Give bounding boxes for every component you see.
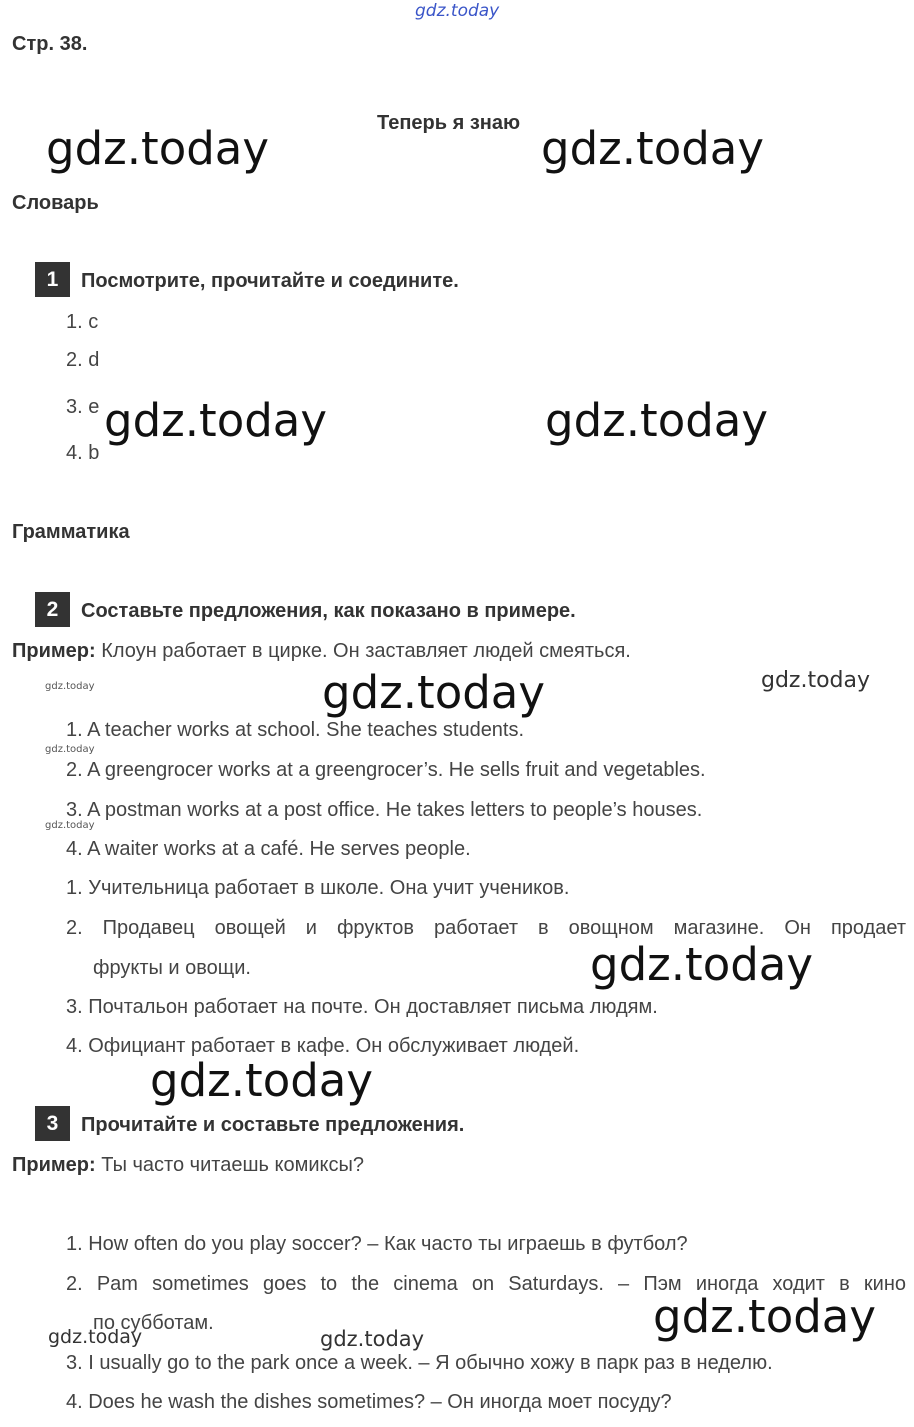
example-label: Пример:: [12, 640, 96, 662]
watermark: gdz.today: [150, 1054, 374, 1107]
answer-item: 2. A greengrocer works at a greengrocer’s. He sells fruit and vegetables.: [66, 759, 706, 781]
watermark: gdz.today: [46, 122, 270, 175]
example-line: [12, 640, 631, 663]
answer-item: 3. A postman works at a post office. He takes letters to people’s houses.: [66, 799, 703, 821]
example-line: [12, 1154, 364, 1177]
grammar-heading: Грамматика: [12, 521, 130, 543]
section-title: Теперь я знаю: [377, 112, 521, 134]
answer-item: 1. c: [66, 311, 99, 333]
answer-item: 3. Почтальон работает на почте. Он доставляет письма людям.: [66, 996, 658, 1018]
answer-item: 1. How often do you play soccer? – Как часто ты играешь в футбол?: [66, 1233, 688, 1255]
watermark: gdz.today: [541, 122, 765, 175]
answer-item: 4. Does he wash the dishes sometimes? – Он иногда моет посуду?: [66, 1391, 672, 1413]
watermark: gdz.today: [45, 681, 95, 692]
exercise-number-3: 3: [35, 1106, 70, 1141]
answer-item: 1. A teacher works at school. She teaches students.: [66, 719, 525, 741]
example-label: Пример:: [12, 1154, 96, 1176]
exercise-number-1: 1: [35, 262, 70, 297]
exercise-title-3: Прочитайте и составьте предложения.: [81, 1114, 465, 1136]
answer-item: 2. Продавец овощей и фруктов работает в овощном магазине. Он продает: [66, 917, 906, 939]
answer-item: 4. b: [66, 442, 100, 464]
answer-item: 2. d: [66, 349, 100, 371]
exercise-number-2: 2: [35, 592, 70, 627]
page-number: Стр. 38.: [12, 33, 88, 55]
watermark: gdz.today: [104, 394, 328, 447]
watermark: gdz.today: [45, 744, 95, 755]
watermark: gdz.today: [320, 1327, 425, 1351]
answer-item-continuation: фрукты и овощи.: [93, 957, 251, 979]
example-text: Клоун работает в цирке. Он заставляет людей смеяться.: [95, 640, 631, 662]
answer-item: 4. Официант работает в кафе. Он обслуживает людей.: [66, 1035, 580, 1057]
answer-item: 4. A waiter works at a café. He serves people.: [66, 838, 471, 860]
watermark: gdz.today: [590, 938, 814, 991]
watermark: gdz.today: [653, 1290, 877, 1343]
watermark: gdz.today: [545, 394, 769, 447]
answer-item: 3. I usually go to the park once a week. – Я обычно хожу в парк раз в неделю.: [66, 1352, 773, 1374]
watermark: gdz.today: [45, 820, 95, 831]
exercise-title-1: Посмотрите, прочитайте и соедините.: [81, 270, 459, 292]
exercise-title-2: Составьте предложения, как показано в примере.: [81, 600, 576, 622]
watermark: gdz.today: [761, 668, 871, 693]
answer-item: 2. Pam sometimes goes to the cinema on Saturdays. – Пэм иногда ходит в кино: [66, 1273, 906, 1295]
watermark: gdz.today: [48, 1326, 143, 1348]
vocabulary-heading: Словарь: [12, 192, 99, 214]
top-watermark: gdz.today: [415, 1, 500, 21]
example-text: Ты часто читаешь комиксы?: [95, 1154, 364, 1176]
answer-item: 1. Учительница работает в школе. Она учит учеников.: [66, 877, 570, 899]
watermark: gdz.today: [322, 666, 546, 719]
answer-item-continuation: по субботам.: [93, 1312, 214, 1334]
answer-item: 3. e: [66, 396, 100, 418]
